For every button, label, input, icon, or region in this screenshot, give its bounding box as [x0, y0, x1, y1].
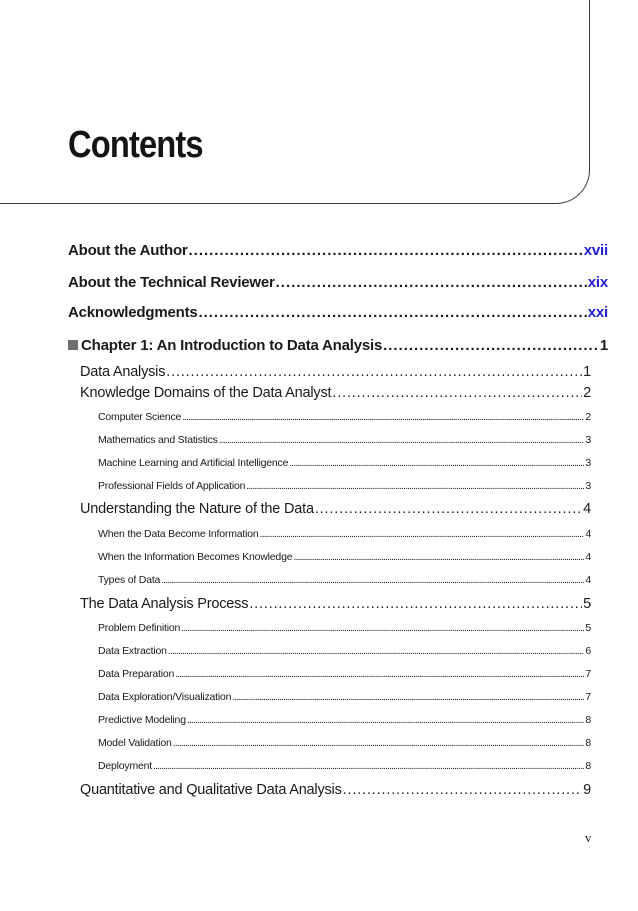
toc-page-number: 5 — [583, 596, 591, 612]
toc-page-link[interactable]: xvii — [583, 242, 608, 259]
toc-page-number: 3 — [585, 434, 591, 446]
toc-label: About the Technical Reviewer — [68, 274, 275, 291]
toc-label: Predictive Modeling — [98, 714, 186, 726]
square-bullet-icon — [68, 340, 78, 350]
dot-leader — [315, 501, 582, 517]
dot-leader — [332, 385, 582, 401]
toc-entry-subsection[interactable] — [98, 760, 591, 772]
dot-leader — [293, 551, 584, 563]
toc-entry-subsection[interactable] — [98, 737, 591, 749]
toc-label: Data Exploration/Visualization — [98, 691, 232, 703]
toc-label: When the Information Becomes Knowledge — [98, 551, 293, 563]
toc-entry-subsection[interactable] — [98, 528, 591, 540]
toc-entry-subsection[interactable] — [98, 691, 591, 703]
toc-entry-section[interactable] — [80, 385, 591, 401]
toc-page-number: 3 — [585, 457, 591, 469]
toc-page-number: 8 — [585, 737, 591, 749]
toc-page-number: 4 — [585, 528, 591, 540]
toc-label: Machine Learning and Artificial Intelligence — [98, 457, 289, 469]
toc-label: Acknowledgments — [68, 304, 198, 321]
toc-page-link[interactable]: xix — [587, 274, 608, 291]
toc-entry-section[interactable] — [80, 596, 591, 612]
toc-label: Professional Fields of Application — [98, 480, 246, 492]
dot-leader — [289, 457, 584, 469]
toc-page-number: 8 — [585, 760, 591, 772]
toc-entry-subsection[interactable] — [98, 574, 591, 586]
dot-leader — [161, 574, 584, 586]
toc-entry-subsection[interactable] — [98, 480, 591, 492]
toc-entry-acknowledgments[interactable] — [68, 304, 608, 321]
dot-leader — [173, 737, 585, 749]
toc-page-number: 7 — [585, 691, 591, 703]
dot-leader — [260, 528, 585, 540]
toc-entry-subsection[interactable] — [98, 411, 591, 423]
toc-entry-subsection[interactable] — [98, 622, 591, 634]
toc-entry-technical-reviewer[interactable] — [68, 274, 608, 291]
dot-leader — [276, 274, 587, 291]
chapter-title: Chapter 1: An Introduction to Data Analysis — [81, 337, 383, 354]
toc-page-number: 3 — [585, 480, 591, 492]
page-title: Contents — [68, 124, 203, 166]
toc-label: Model Validation — [98, 737, 172, 749]
toc-entry-section[interactable] — [80, 501, 591, 517]
toc-entry-chapter-1[interactable] — [68, 337, 608, 354]
toc-page-number: 4 — [585, 574, 591, 586]
toc-page-number: 2 — [585, 411, 591, 423]
toc-page-number: 1 — [599, 337, 608, 354]
toc-label: Computer Science — [98, 411, 182, 423]
toc-page-number: 6 — [585, 645, 591, 657]
header-frame — [0, 0, 590, 204]
toc-label: Quantitative and Qualitative Data Analysis — [80, 782, 342, 798]
dot-leader — [153, 760, 584, 772]
dot-leader — [343, 782, 583, 798]
toc-label: Understanding the Nature of the Data — [80, 501, 314, 517]
toc-label: The Data Analysis Process — [80, 596, 249, 612]
toc-label: Mathematics and Statistics — [98, 434, 218, 446]
dot-leader — [383, 337, 599, 354]
dot-leader — [232, 691, 584, 703]
toc-label: Data Analysis — [80, 364, 166, 380]
dot-leader — [182, 411, 584, 423]
dot-leader — [187, 714, 585, 726]
dot-leader — [246, 480, 584, 492]
toc-page-number: 7 — [585, 668, 591, 680]
toc-entry-subsection[interactable] — [98, 434, 591, 446]
toc-entry-subsection[interactable] — [98, 551, 591, 563]
toc-label: Deployment — [98, 760, 153, 772]
toc-page-link[interactable]: xxi — [587, 304, 608, 321]
dot-leader — [219, 434, 585, 446]
toc-entry-subsection[interactable] — [98, 457, 591, 469]
toc-label: Types of Data — [98, 574, 161, 586]
dot-leader — [175, 668, 584, 680]
toc-label — [68, 337, 382, 354]
toc-label: When the Data Become Information — [98, 528, 259, 540]
toc-entry-section[interactable] — [80, 782, 591, 798]
toc-page-number: 9 — [583, 782, 591, 798]
page-number: v — [585, 830, 592, 845]
toc-entry-subsection[interactable] — [98, 668, 591, 680]
toc-label: Problem Definition — [98, 622, 181, 634]
toc-page-number: 4 — [583, 501, 591, 517]
toc-page-number: 2 — [583, 385, 591, 401]
toc-label: Data Extraction — [98, 645, 167, 657]
dot-leader — [168, 645, 585, 657]
toc-page-number: 8 — [585, 714, 591, 726]
toc-page-number: 1 — [583, 364, 591, 380]
toc-entry-section[interactable] — [80, 364, 591, 380]
toc-label: Knowledge Domains of the Data Analyst — [80, 385, 332, 401]
dot-leader — [181, 622, 584, 634]
toc-page-number: 4 — [585, 551, 591, 563]
toc-label: Data Preparation — [98, 668, 175, 680]
toc-entry-about-author[interactable] — [68, 242, 608, 259]
dot-leader — [189, 242, 583, 259]
toc-label: About the Author — [68, 242, 188, 259]
toc-page-number: 5 — [585, 622, 591, 634]
dot-leader — [249, 596, 582, 612]
dot-leader — [199, 304, 587, 321]
toc-entry-subsection[interactable] — [98, 714, 591, 726]
dot-leader — [166, 364, 582, 380]
toc-entry-subsection[interactable] — [98, 645, 591, 657]
